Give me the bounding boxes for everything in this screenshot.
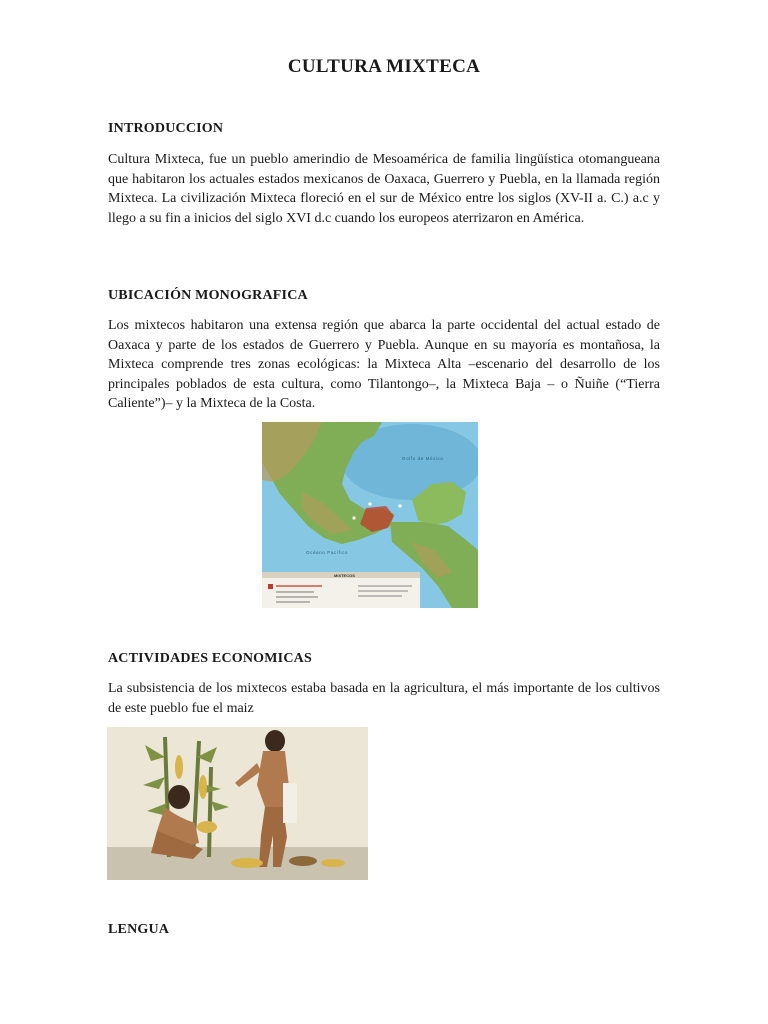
section-heading-introduccion: INTRODUCCION [108,121,224,136]
ubicacion-paragraph: Los mixtecos habitaron una extensa región que abarca la parte occidental del actual estado de Oaxaca y parte de los estados de Guerrero y Puebla. Aunque en su mayoría es montañosa, la Mixteca comprende tres zonas ecológicas: la Mixteca Alta –escenario del desarrollo de los principales poblados de esta cultura, como Tilantongo–, la Mixteca Baja – o Ñuiñe (“Tierra Caliente”)– y la Mixteca de la Costa. [108,318,660,411]
actividades-paragraph: La subsistencia de los mixtecos estaba basada en la agricultura, el más importante de los cultivos de este pueblo fue el maiz [108,681,660,716]
document-title: CULTURA MIXTECA [287,56,481,77]
codex-graphic [107,727,368,880]
section-heading-lengua: LENGUA [108,922,170,937]
intro-paragraph: Cultura Mixteca, fue un pueblo amerindio de Mesoamérica de familia lingüística otomangueana que habitaron los actuales estados mexicanos de Oaxaca, Guerrero y Puebla, en la llamada región Mixteca. La civilización Mixteca floreció en el sur de México entre los siglos (XV-II a. C.) a.c y llego a su fin a inicios del siglo XVI d.c cuando los europeos aterrizaron en América. [108,152,660,226]
maize-codex-illustration [107,727,368,880]
map-gulf-label: Golfo de México [402,456,444,461]
section-heading-actividades: ACTIVIDADES ECONOMICAS [108,651,312,666]
section-heading-ubicacion: UBICACIÓN MONOGRAFICA [108,288,308,303]
map-graphic [262,422,478,608]
map-legend-title: MIXTECOS [334,573,355,578]
mixteca-map-image [262,422,478,608]
map-ocean-label: Océano Pacífico [306,550,349,555]
